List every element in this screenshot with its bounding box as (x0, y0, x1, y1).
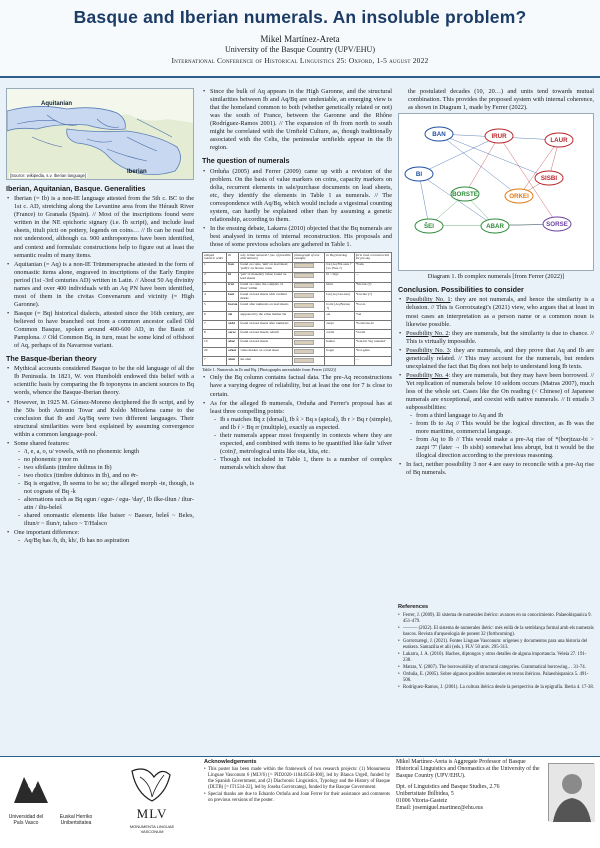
possibility-3-text: : they are numerals, and they prove that Aq and Ib are genetically related. // This may account for the numerals, but renders unexplained the fact that Bq does not help to understand long Ib texts. (406, 346, 594, 370)
possibility-2 (406, 330, 594, 346)
references (398, 604, 594, 693)
acknowledgements-heading: Acknowledgements (204, 759, 257, 765)
conclusion-final: • In fact, neither possibility 3 nor 4 are easy to reconcile with a pre-Aq rise of Bq numerals. (406, 461, 594, 477)
complex-numerals-diagram (398, 113, 594, 271)
table-cell: *bortz/zaz-bi (354, 320, 391, 329)
homeland-list (202, 88, 392, 152)
table-cell: 20 (203, 347, 227, 356)
author-address-2: 01006 Vitoria-Gasteiz (396, 798, 448, 805)
table-cell: bi ~ biga (325, 272, 354, 282)
table-cell (293, 292, 325, 302)
table-cell: bi (227, 272, 239, 282)
table-cell: sorse (227, 329, 239, 338)
logos-area (4, 763, 200, 845)
diagram-edge (439, 134, 519, 199)
inscription-photo (294, 358, 314, 363)
table-cell: 7 (203, 320, 227, 329)
table-cell: bat (Aq Ebi-ssus ? (vs. Etus ?) (325, 262, 354, 272)
table-cell: ? (203, 356, 227, 365)
column-2 (202, 88, 392, 473)
inscription-photo (294, 273, 314, 278)
diagram-node (415, 219, 443, 233)
compelling-list (210, 416, 392, 472)
table-cell (293, 356, 325, 365)
diagram-node-label: SISBI (540, 175, 558, 183)
table-cell: atun (227, 356, 239, 365)
table-cell: 10 (203, 338, 227, 347)
possibility-2-label: Possibility No. 2 (406, 329, 449, 337)
inscription-photo (294, 313, 314, 318)
difference-aspiration: - Aq/Bq has /h, th, kh/, Ib has no aspiration (24, 537, 194, 545)
analysis-bq-column: • Only the Bq column contains factual data. The pre-Aq reconstructions have a varying degree of reliability, but at least the one for 7 is close to certain. (210, 374, 392, 398)
label-aquitanian: Aquitanian (41, 101, 72, 107)
table-cell: found on lead sheets with cardinal marks (239, 292, 293, 302)
possibility-1-text: : they are not numerals, and hence the similarity is a delusion. // This is Gorrotxategi's (2021) view, who argues that at least in most cases an interpretation as a person name or a common noun is likewise possible. (406, 296, 594, 328)
table-row (203, 282, 392, 292)
possibility-1-label: Possibility No. 1 (406, 296, 451, 304)
table-cell: found on lead sheets (239, 338, 293, 347)
diagram-node (405, 167, 433, 181)
table-row (203, 338, 392, 347)
diagram-node (505, 189, 533, 203)
table-row (203, 292, 392, 302)
table-cell: *hir-bur (?) (354, 282, 391, 292)
mlv-logo-subtitle: MONUMENTA LINGUAE VASCONUM (129, 824, 175, 834)
feature-vowels: - /i, e, a, o, u/ vowels, with no phonemic length (24, 448, 194, 456)
author-department: Dpt. of Linguistics and Basque Studies, 2.76 (396, 783, 500, 790)
table-header-cell: why is/that numeral? (no. of possible alternations) (239, 253, 293, 263)
diagram-node-label: IRUR (491, 133, 507, 141)
table-cell: — (354, 272, 391, 282)
author-address-1: Unibertsitate Ibilbidea, 5 (396, 790, 454, 797)
map-source: [Source: wikipedia, s.v. Iberian language] (10, 172, 87, 178)
author-bio: Mikel Martínez-Areta is Aggregate Professor of Basque Historical Linguistics and Onomastics at the University of the Basque Country (UPV/EHU). (396, 759, 540, 780)
inscription-photo (294, 331, 314, 336)
table-cell (293, 272, 325, 282)
possibility-1 (406, 296, 594, 328)
feature-alternations: - alternations such as Bq egun / egur- / egu- 'day', Ib ilke-iltun / iltur-atin / iltu-beleš (24, 496, 194, 512)
table-cell: abar (227, 338, 239, 347)
mlv-logo-title: MLV (136, 806, 168, 821)
table-cell (293, 347, 325, 356)
generalities-list (6, 195, 194, 350)
decades-paragraph: the postulated decades (10, 20…) and units tend towards mutual combination. This provides the proposed system with internal coherence, as shown in Diagram 1, made by Ferrer (2022). (408, 88, 594, 112)
table-cell: found on coins, 'unit' on lead sheet; 'prefix' on bronze coins (239, 262, 293, 272)
table-row (203, 356, 392, 365)
table-row (203, 329, 392, 338)
table-header-cell: in Bq (mod Aq) (325, 253, 354, 263)
diagram-edge (419, 136, 499, 174)
table-header-cell: photograph of one example (293, 253, 325, 263)
table-cell: borste (227, 302, 239, 312)
possibility-2-text: : they are numerals, but the similarity is due to chance. // This is virtually impossible. (406, 329, 594, 345)
table-cell: found on lead sheets; rebuilt (239, 329, 293, 338)
compelling-sibilants: - Ib s matches Bq z (dorsal), Ib ŝ > Bq s (apical), Ib r > Bq r (simple), and Ib ŕ > Bq rr (multiple), exactly as expected. (220, 416, 392, 432)
table-cell: — (354, 356, 391, 365)
table-cell: hogei (325, 347, 354, 356)
label-iberian: Iberian (127, 169, 147, 175)
references-heading: References (398, 604, 429, 610)
table-cell (293, 262, 325, 272)
table-cell: 1 (203, 262, 227, 272)
table-row (203, 320, 392, 329)
table-cell: 8 (203, 329, 227, 338)
table-header-row (203, 253, 392, 263)
possibility-3-label: Possibility No. 3 (406, 346, 450, 354)
diagram-node-label: BI (415, 171, 423, 179)
heading-generalities: Iberian, Aquitanian, Basque. Generalities (6, 184, 146, 193)
table-cell: hirur (325, 282, 354, 292)
difference-list (14, 537, 194, 545)
ack-item: • Special thanks are due to Eduardo Orduña and Joan Ferrer for their assistance and comments on previous versions of the poster. (208, 792, 390, 804)
feature-no-p-m: - no phonemic p nor m (24, 456, 194, 464)
table-cell: 5 (203, 302, 227, 312)
numerals-list (202, 168, 392, 249)
table-cell: value marker on a lead sheet (239, 347, 293, 356)
analysis-compelling (210, 400, 392, 472)
acknowledgements-list (204, 767, 390, 804)
table-cell: ŝei-atun (239, 356, 293, 365)
table-cell: 4 (203, 292, 227, 302)
reference-item: • Rodríguez-Ramos, J. (2001). La cultura ibérica desde la perspectiva de la epigrafía. Iberia 4. 17-38. (398, 685, 594, 691)
table-header-cell: alleged numeric order (203, 253, 227, 263)
table-cell: irur (227, 282, 239, 292)
table-cell: 6 (203, 311, 227, 320)
language-map (6, 88, 194, 180)
table-cell (293, 302, 325, 312)
table-cell: ŝei (227, 311, 239, 320)
inscription-photo (294, 283, 314, 288)
numerals-table (202, 252, 392, 366)
column-1 (6, 88, 194, 546)
table-cell: found on coins; the complex 'of three' within (239, 282, 293, 292)
table-cell: sisbi (227, 320, 239, 329)
heading-conclusion: Conclusion. Possibilities to consider (398, 285, 524, 295)
table-cell (293, 320, 325, 329)
diagram-edge (419, 174, 429, 226)
table-cell: bortz (Aq Borsus ?) (325, 302, 354, 312)
possibility-4 (406, 372, 594, 461)
footer (0, 756, 600, 848)
table-cell: ban (227, 262, 239, 272)
compelling-contexts: - their numerals appear most frequently in contexts where they are expected, and combined with items to be quantified like šalir 'silver (coin)', metrological units like ota, kita, etc. (220, 432, 392, 456)
affiliation: University of the Basque Country (UPV/EHU) (225, 45, 375, 54)
table-cell: *ban-bir 'big rounded' (354, 338, 391, 347)
diagram-node-label: LAUR (550, 137, 568, 145)
subpossibilities-list (406, 412, 594, 460)
subpossibility-third: - from a third language to Aq and Ib (416, 412, 594, 420)
author-photo-graphic (549, 764, 595, 822)
ehu-logo-text: Euskal Herriko Unibertsitatea (59, 814, 93, 826)
table-row (203, 311, 392, 320)
diagram-edge (465, 136, 499, 194)
diagram-node (451, 187, 479, 201)
ack-item: • This poster has been made within the framework of two research projects: (1) Monumenta Linguae Vasconum 6 (MLV6) [= PID2020-118445GB-I00], led by Blanca Urgell, funded by the Spanish Government, and (2) Diachronic Linguistics, Typology and the History of Basque (DLTB) [= IT1534-22], led by Joseba Gorrotxategi, funded by the Basque Government. (208, 767, 390, 791)
diagram-node (535, 171, 563, 185)
inscription-photo (294, 322, 314, 327)
table-cell: 3 (203, 282, 227, 292)
inscription-photo (294, 293, 314, 298)
homeland-paragraph: • Since the bulk of Aq appears in the High Garonne, and the structural similarities between Ib and Aq/Bq are undeniable, an emerging view is that the homeland common to both (whether genetically related or not) was the south of France, between the Garonne and the Rhône (Rodríguez-Ramos 2001). // The expansion of Ib from north to south might be correlated with the Urnfield Culture, as, though traditionally associated with the Celts, the peninsular urnfields appear in the Ib region. (210, 88, 392, 152)
table-cell: orkei (227, 347, 239, 356)
upv-ehu-logo-icon (12, 773, 52, 807)
map-graphic (7, 89, 194, 180)
reference-item: • Gorrotxategi, J. (2021). Fontes Linguae Vasconum: orígenes y documentos para una historia del euskera. Santazilia et alii (eds.). FLV 50 aniv. 295-313. (398, 639, 594, 651)
diagram-node (545, 133, 573, 147)
diagram-edge (519, 140, 559, 196)
generalities-iberian: • Iberian (= Ib) is a non-IE language attested from the 5th c. BC to the 1st c. AD, stretching along the Levantine area from the Hérault River (France) to Granada (Spain). // Most of the inscriptions found were written in the NE epichoric signary (i.e. Ib script), and include lead sheets, tituli picti on pottery, legends on coins… // Ib can be read but not understood, although ca. 900 anthroponyms have been identified, and context and formulaic constructions help to figure out at least the semantic realm of many items. (14, 195, 194, 259)
theory-list (6, 365, 194, 545)
inscription-photo (294, 263, 314, 268)
table-row (203, 347, 392, 356)
conclusion-list (398, 296, 594, 477)
reference-item: • Orduña, E. (2005). Sobre algunos posibles numerales en textos ibéricos. Palaeohispanica 5. 491-506. (398, 672, 594, 684)
poster-title: Basque and Iberian numerals. An insoluble problem? (73, 7, 527, 27)
table-row (203, 272, 392, 282)
heading-basque-iberian-theory: The Basque-Iberian theory (6, 354, 97, 364)
table-cell (325, 356, 354, 365)
inscription-photo (294, 340, 314, 345)
table-cell: lau (Aq Lau-xus) (325, 292, 354, 302)
diagram-node-label: BAN (432, 131, 446, 139)
diagram-node (425, 127, 453, 141)
table-cell: found on lead sheets after numerals (239, 320, 293, 329)
inscription-photo (294, 349, 314, 354)
table-cell: zortzi (325, 329, 354, 338)
diagram-node (543, 217, 571, 231)
shared-features-list (14, 448, 194, 528)
diagram-node (485, 129, 513, 143)
numerals-lakarra: • In the ensuing debate, Lakarra (2010) objected that the Bq numerals are best analysed in terms of internal reconstruction. His proposals and those of some previous scholars are gathered in Table 1. (210, 225, 392, 249)
table-row (203, 302, 392, 312)
table-header-cell: Ib (227, 253, 239, 263)
table-caption: Table 1. Numerals in Ib and Bq. [Photographs unreadable from Ferrer (2022)] (202, 366, 336, 372)
diagram-node-label: ŜEI (424, 223, 434, 231)
reference-item: • Ferrer, J. (2009). El sistema de numerales ibérico: avances en su conocimiento. Palaeohispanica 9. 451-479. (398, 613, 594, 625)
diagram-node-label: ORKEI (509, 193, 529, 201)
heading-numerals: The question of numerals (202, 156, 290, 166)
table-cell: *sei (354, 311, 391, 320)
table-cell: *lau-bur (?) (354, 292, 391, 302)
diagram-node (481, 219, 509, 233)
reference-item: • ——— (2022). El sistema de numerales ibèric: més enllà de la semblança formal amb els numerals bascos. Revista d'arqueologia de ponent 32 (forthcoming). (398, 626, 594, 638)
table-cell: zazpi (325, 320, 354, 329)
table-cell: *hor-geire (354, 347, 391, 356)
inscription-photo (294, 303, 314, 308)
feature-rhotics: - two rhotics (timbre dubinos in Ib), and no #r- (24, 472, 194, 480)
conference: International Conference of Historical Linguistics 25: Oxford, 1-5 august 2022 (171, 56, 429, 65)
shared-features-label: Some shared features: (14, 439, 70, 447)
diagram-graphic (399, 114, 594, 271)
table-row (203, 262, 392, 272)
table-cell (293, 329, 325, 338)
table-cell (293, 338, 325, 347)
feature-ergative: - Bq is ergative, Ib seems to be so; the alleged morph -te, though, is not cognate of Bq -k (24, 480, 194, 496)
numerals-orduna-ferrer: • Orduña (2005) and Ferrer (2009) came up with a revision of the problem. On the basis of value markers on coins, capacity markers on dolia, recurrent elements in sale/purchase documents on lead sheets, etc, they identify the elements in Table 1 as numerals. // The correspondence with Aq/Bq, which would include a vigesimal counting system, can hardly be explained other than by assuming a genetic relationship, according to them. (210, 168, 392, 224)
feature-sibilants: - two sibilants (timbre dulinus in Ib) (24, 464, 194, 472)
compelling-complex: - Though not included in Table 1, there is a number of complex numerals which show that (220, 456, 392, 472)
reference-item: • Lakarra, J. A. (2010). Haches, diptongos y otros detalles de alguna importancia. Veleia 27. 191-238. (398, 652, 594, 664)
table-cell: supported by the value marker ŝei (239, 311, 293, 320)
author-email[interactable]: Email: josemiguel.martinez@ehu.eus (396, 805, 483, 812)
table-cell (293, 282, 325, 292)
diagram-caption: Diagram 1. Ib complex numerals [from Ferrer (2022)] (427, 273, 565, 281)
table-cell: *bor-ts (354, 302, 391, 312)
table-cell: hamar (325, 338, 354, 347)
theory-mythical: • Mythical accounts considered Basque to be the old language of all the Ib Peninsula. In 1821, W. von Humboldt endowed this belief with a scientific basis by comparing the Ib toponyms in ancient sources to Bq words, whence the Basque-Iberian theory. (14, 365, 194, 397)
acknowledgements (204, 759, 390, 805)
table-cell: laur (227, 292, 239, 302)
difference-label: One important difference: (14, 529, 80, 537)
diagram-node-label: ABAR (486, 223, 504, 231)
table-header-cell: form trad. reconstructed for pre-Aq (354, 253, 391, 263)
generalities-basque: • Basque (= Bq) historical dialects, attested since the 16th century, are believed to have branched out from a common ancestor called Old Common Basque, spoken around 400-600 AD, in the Basin of Pamplona. // Old Common Bq, in turn, must be some kind of offshoot of Aq, perhaps of its Navarrese variant. (14, 310, 194, 350)
feature-onomastic: - shared onomastic elements like baiser ~ Baeser, beleš ~ Beles, iltun/r ~ Ilun/r, talsco ~ T/Halsco (24, 512, 194, 528)
diagram-node-label: BORSTE (452, 191, 478, 199)
table-cell: *bade (354, 262, 391, 272)
table-cell: *zortzi (354, 329, 391, 338)
poster-header (0, 0, 600, 78)
author-photo (548, 763, 594, 821)
table-body (203, 262, 392, 365)
subpossibility-aq-ib: - from Aq to Ib // This would make a pre-Aq rise of *(borjtzaz-bi > zazpi '7' (later → Ib sisbi) somewhat less abrupt, but it would be the illogical direction according to the previous reasoning. (416, 436, 594, 460)
diagram-node-label: SORSE (546, 221, 568, 229)
subpossibility-ib-aq: - from Ib to Aq // This would be the logical direction, as Ib was the more maritime, commercial language. (416, 420, 594, 436)
theory-difference (14, 529, 194, 545)
compelling-label: As for the alleged Ib numerals, Orduña and Ferrer's proposal has at least three compelling points: (210, 399, 392, 415)
possibility-4-label: Possibility No. 4 (406, 371, 449, 379)
possibility-4-text: : they are numerals, but they may have been borrowed. // Yet replication of numerals below 10 seldom occurs (Matras 2007), much less of the whole set. Cases like the On reading (< Chinese) of Japanese numerals are exceptional, and coexist with native numerals. // It entails 3 subpossibilities: (406, 371, 594, 412)
theory-shared-features (14, 440, 194, 529)
reference-item: • Matras, Y. (2007). The borrowability of structural categories. Grammatical borrowing… 31-74. (398, 665, 594, 671)
author-name: Mikel Martínez-Areta (260, 34, 340, 44)
upv-logo-text: Universidad del País Vasco (8, 814, 44, 826)
column-3 (398, 88, 594, 478)
analysis-list (202, 374, 392, 472)
possibility-3 (406, 347, 594, 371)
author-contact (396, 759, 542, 813)
table-cell: 'pair' of monetary value; found on lead sheets (239, 272, 293, 282)
theory-gomez-moreno: • However, in 1925 M. Gómez-Moreno deciphered the Ib script, and by the 50s both Antonio Tovar and Koldo Mitxelena came to the conclusion that Ib and Aq/Bq were two different languages. Their structural similarities were best explained by assuming convergence within a common language-pool. (14, 399, 194, 439)
references-list (398, 613, 594, 691)
table-cell: found after numerals on lead sheets (239, 302, 293, 312)
generalities-aquitanian: • Aquitanian (= Aq) is a non-IE Trümmersprache attested in the form of onomastic items alone, engraved in inscriptions of the Early Empire period (1st -3rd centuries AD) written in Latin. // About 50 Aq divinity names and over 400 individuals with an Aq PN have been identified, most of them in the civitas Convenarum and vicinity (= High Garonne). (14, 261, 194, 309)
table-cell (293, 311, 325, 320)
mlv-logo-icon (132, 769, 170, 801)
table-cell: sei (325, 311, 354, 320)
table-cell: 2 (203, 272, 227, 282)
